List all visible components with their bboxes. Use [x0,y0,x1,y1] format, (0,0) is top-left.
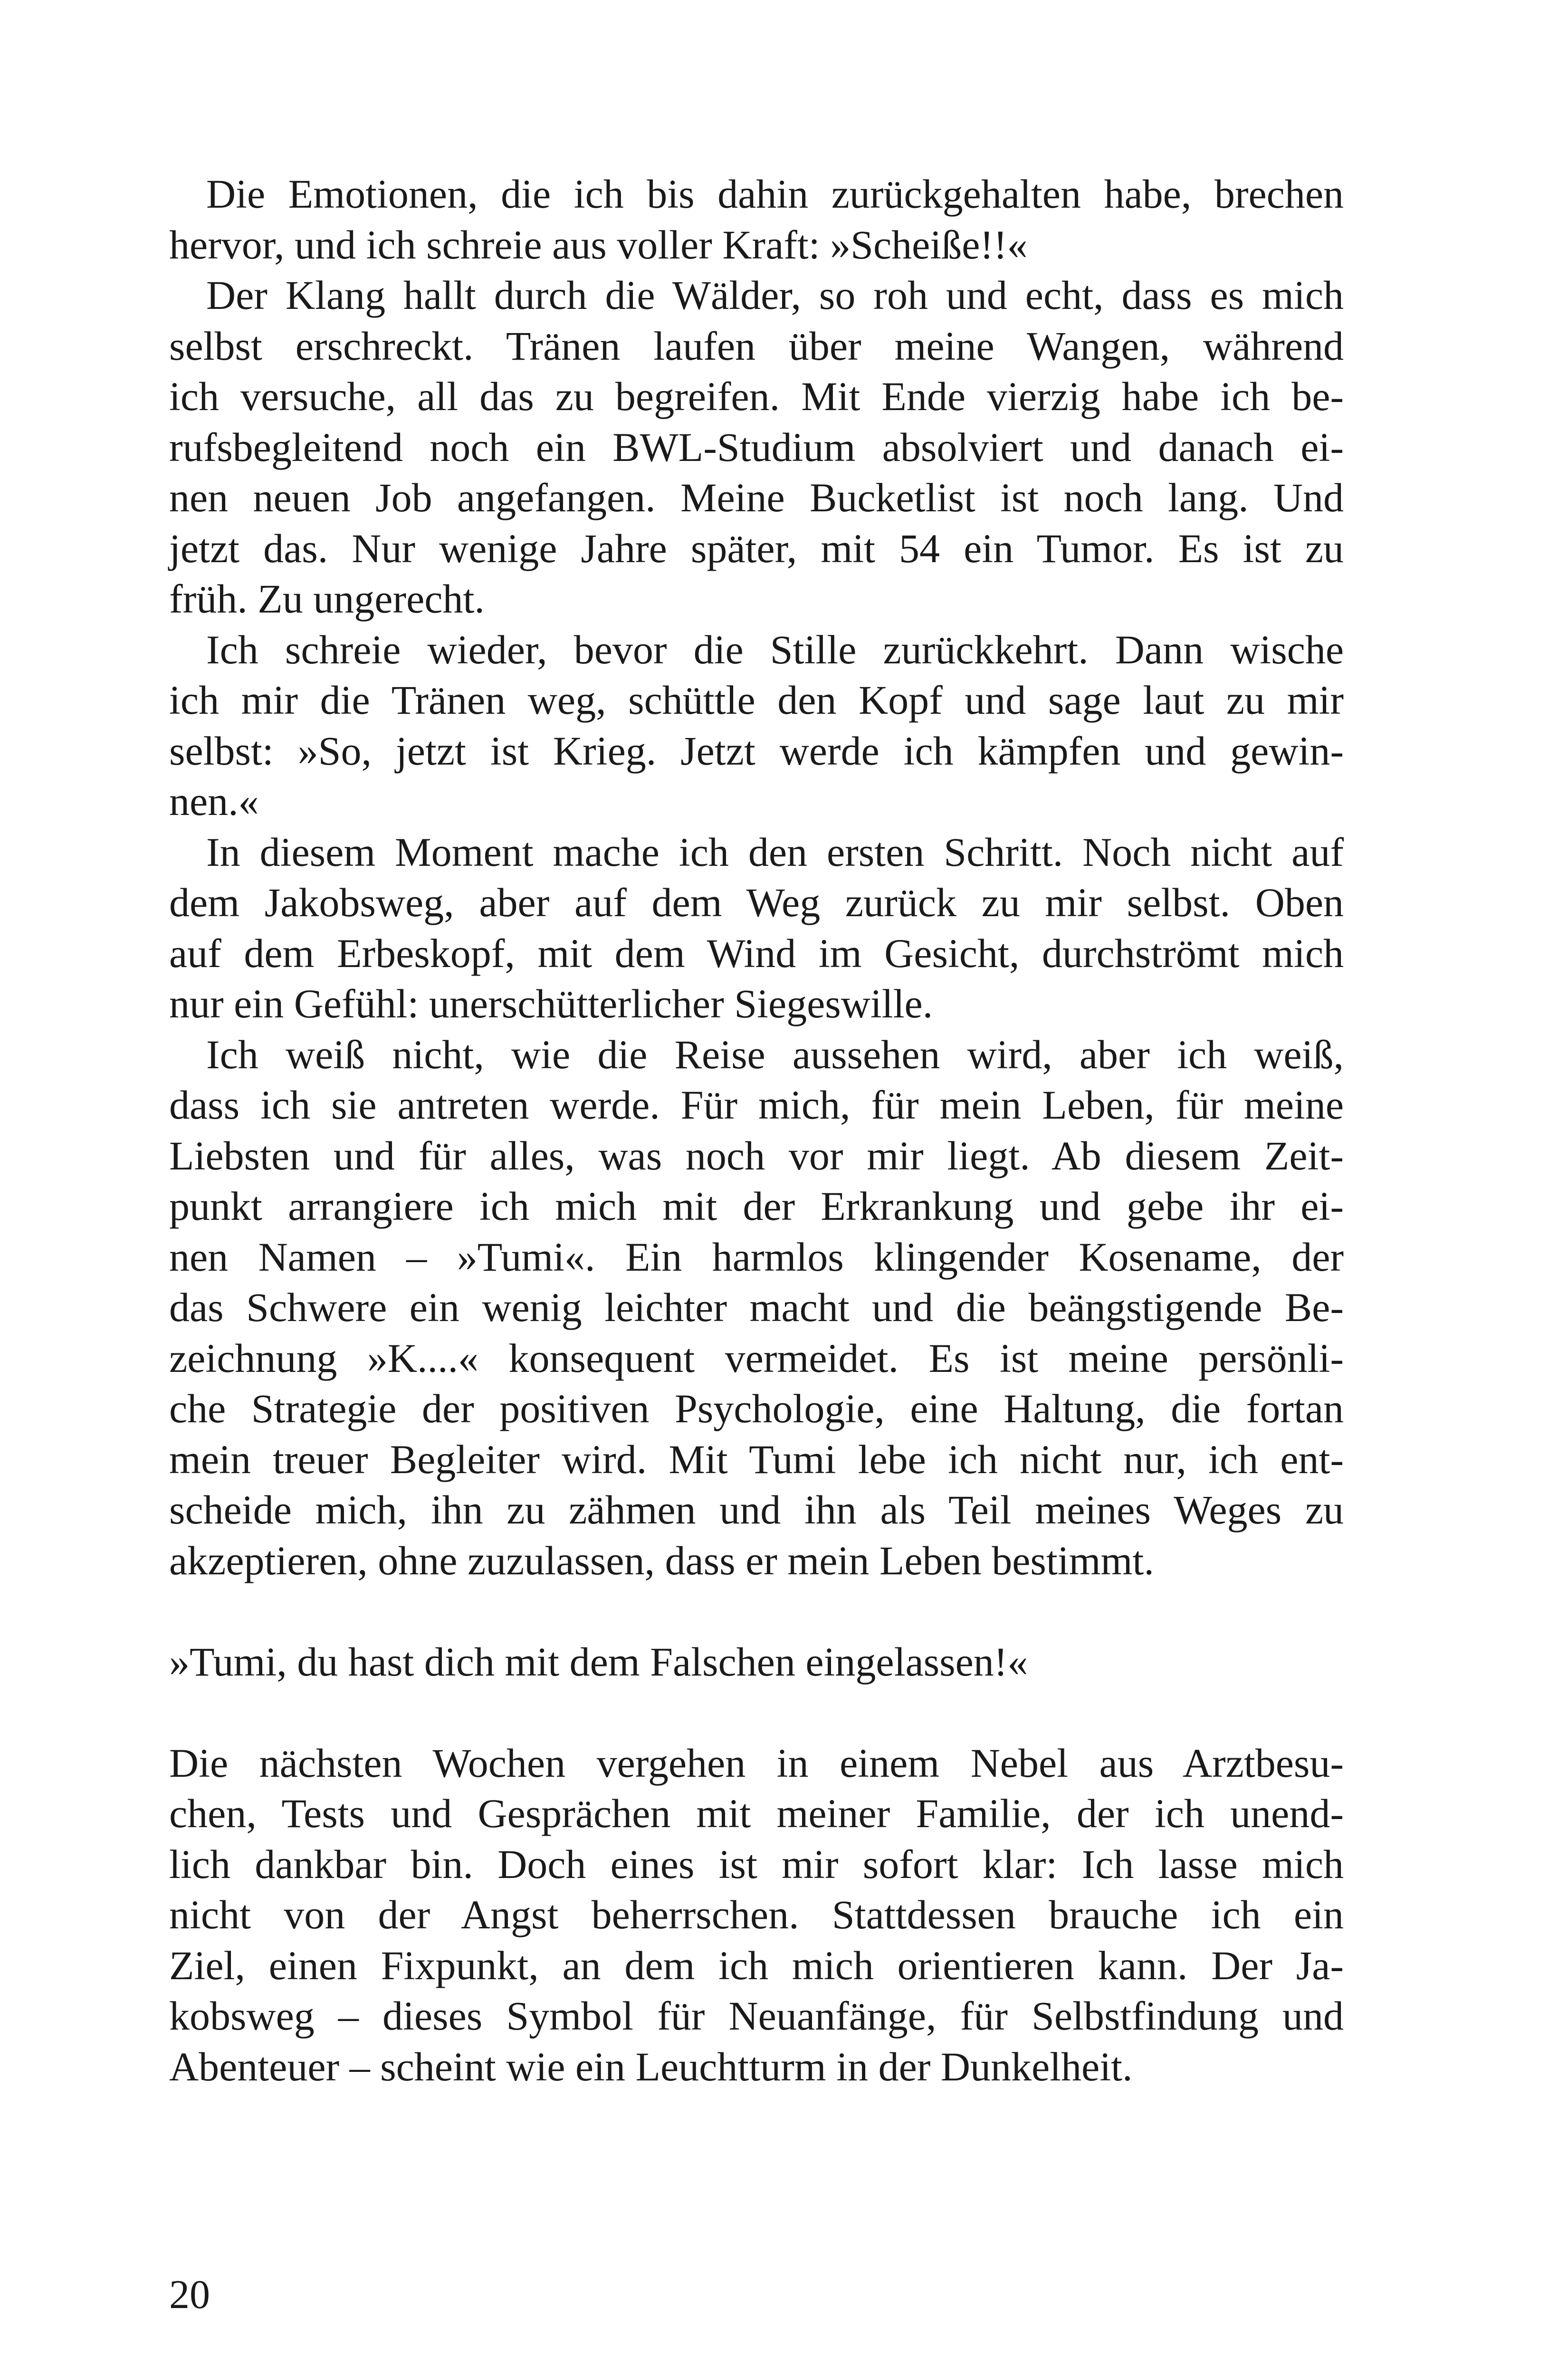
text-line: rufsbegleitend noch ein BWL-Studium absolviert und danach ei- [169,424,1344,470]
text-line: Die nächsten Wochen vergehen in einem Nebel aus Arztbesu- [169,1740,1344,1786]
text-line: ich mir die Tränen weg, schüttle den Kopf und sage laut zu mir [169,677,1344,723]
text-line: akzeptieren, ohne zuzulassen, dass er mein Leben bestimmt. [169,1537,1154,1583]
text-line: scheide mich, ihn zu zähmen und ihn als Teil meines Weges zu [169,1487,1344,1533]
text-line: Abenteuer – scheint wie ein Leuchtturm in der Dunkelheit. [169,2043,1133,2089]
text-line: nicht von der Angst beherrschen. Stattdessen brauche ich ein [169,1892,1344,1937]
text-line: Ich weiß nicht, wie die Reise aussehen wird, aber ich weiß, [206,1031,1344,1077]
text-line: Die Emotionen, die ich bis dahin zurückgehalten habe, brechen [206,171,1344,217]
text-line: lich dankbar bin. Doch eines ist mir sofort klar: Ich lasse mich [169,1841,1344,1887]
text-line: Liebsten und für alles, was noch vor mir liegt. Ab diesem Zeit- [169,1132,1344,1178]
text-line: jetzt das. Nur wenige Jahre später, mit 54 ein Tumor. Es ist zu [169,525,1344,571]
paragraph-gap [169,1586,1344,1637]
text-line: mein treuer Begleiter wird. Mit Tumi lebe ich nicht nur, ich ent- [169,1436,1344,1482]
text-line: nen.« [169,778,259,824]
text-line: dem Jakobsweg, aber auf dem Weg zurück zu mir selbst. Oben [169,880,1344,925]
text-line: Ich schreie wieder, bevor die Stille zurückkehrt. Dann wische [206,626,1344,672]
paragraph-gap [169,1687,1344,1738]
quote-line: »Tumi, du hast dich mit dem Falschen eingelassen!« [169,1638,1028,1685]
text-line: kobsweg – dieses Symbol für Neuanfänge, für Selbstfindung und [169,1993,1344,2039]
text-line: früh. Zu ungerecht. [169,576,485,622]
page-number: 20 [169,2271,210,2317]
text-line: Ziel, einen Fixpunkt, an dem ich mich orientieren kann. Der Ja- [169,1942,1344,1988]
text-line: zeichnung »K....« konsequent vermeidet. Es ist meine persönli- [169,1335,1344,1381]
text-line: selbst erschreckt. Tränen laufen über meine Wangen, während [169,323,1344,369]
text-line: ich versuche, all das zu begreifen. Mit Ende vierzig habe ich be- [169,374,1344,419]
text-line: hervor, und ich schreie aus voller Kraft: »Scheiße!!« [169,221,1028,268]
text-line: auf dem Erbeskopf, mit dem Wind im Gesicht, durchströmt mich [169,930,1344,976]
text-line: che Strategie der positiven Psychologie, eine Haltung, die fortan [169,1386,1344,1431]
text-line: In diesem Moment mache ich den ersten Schritt. Noch nicht auf [206,829,1344,875]
text-line: dass ich sie antreten werde. Für mich, für mein Leben, für meine [169,1082,1344,1128]
body-text [169,169,1344,2092]
text-line: das Schwere ein wenig leichter macht und die beängstigende Be- [169,1284,1344,1330]
text-line: punkt arrangiere ich mich mit der Erkrankung und gebe ihr ei- [169,1183,1344,1229]
text-line: selbst: »So, jetzt ist Krieg. Jetzt werde ich kämpfen und gewin- [169,728,1344,774]
text-line: nur ein Gefühl: unerschütterlicher Siegeswille. [169,981,933,1026]
text-line: nen Namen – »Tumi«. Ein harmlos klingender Kosename, der [169,1234,1344,1280]
text-line: nen neuen Job angefangen. Meine Bucketlist ist noch lang. Und [169,475,1344,520]
text-line: chen, Tests und Gesprächen mit meiner Familie, der ich unend- [169,1791,1344,1836]
text-line: Der Klang hallt durch die Wälder, so roh und echt, dass es mich [206,272,1344,318]
